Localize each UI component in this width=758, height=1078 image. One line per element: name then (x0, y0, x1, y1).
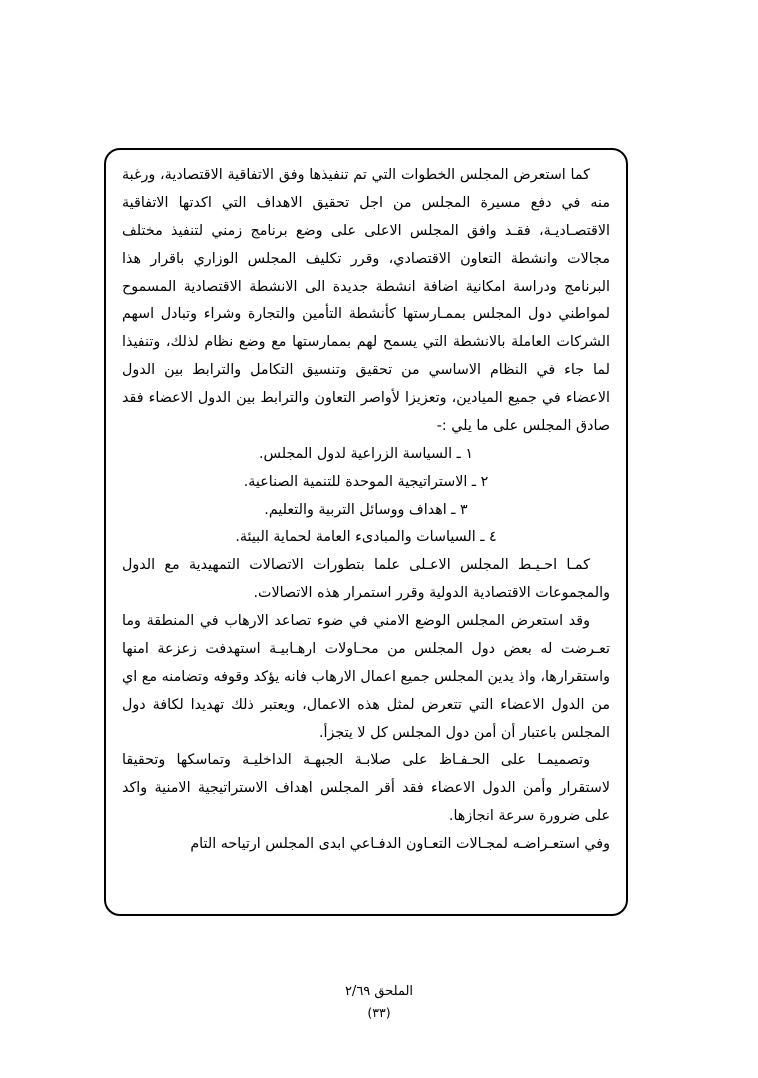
list-item: ١ ـ السياسة الزراعية لدول المجلس. (258, 445, 474, 462)
footer-annex-label: الملحق ٢/٦٩ (344, 984, 414, 999)
paragraph-5: وفي استعـراضـه لمجـالات التعـاون الدفـاعي ابدى المجلس ارتياحه التام (190, 836, 610, 852)
paragraph-1: كما استعرض المجلس الخطوات التي تم تنفيذها وفق الاتفاقية الاقتصادية، ورغبة منه في دفع مسيرة المجلس من اجل تحقيق الاهداف التي اكدتها الاتفاقية الاقتصـاديـة، فقـد وافق المجلس الاعلى على وضع برنامج زمني لتنفيذ مختلف مجالات وانشطة التعاون الاقتصادي، وقرر تكليف المجلس الوزاري باقرار هذا البرنامج ودراسة امكانية اضافة انشطة جديدة الى الانشطة الاقتصادية المسموح لمواطني دول المجلس بممـارستها كأنشطة التأمين والتجارة وشراء وتبادل اسهم الشركات العاملة بالانشطة التي يسمح لهم بممارستها مع وضع نظام لذلك، وتنفيذا لما جاء في النظام الاساسي من تحقيق وتنسيق التكامل والترابط بين الدول الاعضاء في جميع الميادين، وتعزيزا لأواصر التعاون والترابط بين الدول الاعضاء فقد صادق المجلس على ما يلي :- (122, 167, 610, 434)
page-footer (0, 982, 758, 1023)
paragraph-3: وقد استعرض المجلس الوضع الامني في ضوء تصاعد الارهاب في المنطقة وما تعـرضت له بعض دول المجلس من محـاولات ارهـابيـة استهدفت زعزعة امنها واستقرارها، واذ يدين المجلس جميع اعمال الارهاب فانه يؤكد وقوفه وتضامنه مع اي من الدول الاعضاء التي تتعرض لمثل هذه الاعمال، ويعتبر ذلك تهديدا لكافة دول المجلس باعتبار أن أمن دول المجلس كل لا يتجزأ. (122, 613, 610, 741)
paragraph-4: وتصميمـا على الحـفـاظ على صلابـة الجبهـة الداخليـة وتماسكها وتحقيقا لاستقرار وأمن الدول الاعضاء فقد أقر المجلس اهداف الاستراتيجية الامنية واكد على ضرورة سرعة انجازها. (122, 752, 610, 825)
document-body (122, 162, 610, 904)
document-text-frame (104, 148, 628, 916)
list-item: ٤ ـ السياسات والمبادىء العامة لحماية البيئة. (235, 529, 497, 546)
list-item: ٢ ـ الاستراتيجية الموحدة للتنمية الصناعية. (243, 473, 489, 490)
page-number: (٣٣) (367, 1004, 391, 1020)
paragraph-2: كمـا احـيـط المجلس الاعـلى علما بتطورات الاتصالات التمهيدية مع الدول والمجموعات الاقتصادية الدولية وقرر استمرار هذه الاتصالات. (122, 557, 610, 602)
list-item: ٣ ـ اهداف ووسائل التربية والتعليم. (264, 501, 468, 518)
